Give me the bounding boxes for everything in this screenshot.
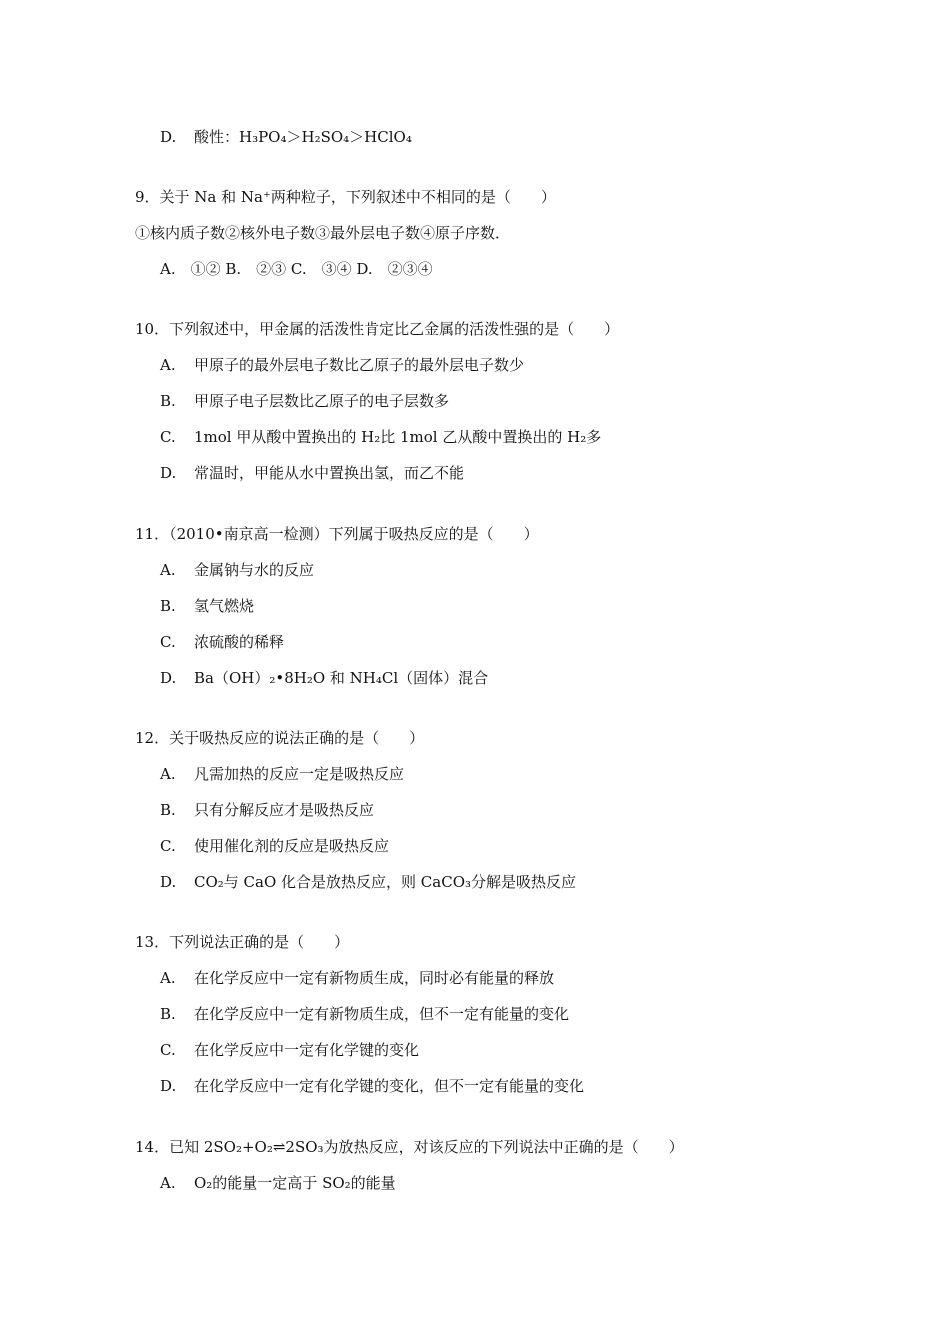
option-letter: D. [160,669,177,687]
q11-option-c [160,632,284,652]
q13-option-c [160,1040,419,1060]
option-letter: C. [160,1041,176,1059]
q12-option-c [160,836,389,856]
q11-option-a [160,560,314,580]
q12-stem: 12．关于吸热反应的说法正确的是（ ） [135,729,425,747]
option-letter: A. [160,561,176,579]
q11-option-d [160,668,488,688]
option-text: 浓硫酸的稀释 [194,633,285,651]
option-letter: C. [160,837,176,855]
option-letter: D. [160,873,177,891]
option-text: Ba（OH）₂•8H₂O 和 NH₄Cl（固体）混合 [194,669,489,687]
q8-option-d [160,127,412,147]
option-letter: C. [160,428,176,446]
option-letter: A. [160,356,176,374]
option-text: O₂的能量一定高于 SO₂的能量 [194,1174,396,1192]
q9-options: A. ①② B. ②③ C. ③④ D. ②③④ [160,260,433,278]
option-letter: A. [160,765,176,783]
option-text: 使用催化剂的反应是吸热反应 [194,837,390,855]
option-text: 常温时，甲能从水中置换出氢，而乙不能 [194,464,465,482]
option-letter: B. [160,392,176,410]
q9-stem: 9．关于 Na 和 Na⁺两种粒子，下列叙述中不相同的是（ ） [135,188,556,206]
q12-option-b [160,800,374,820]
q13-stem: 13．下列说法正确的是（ ） [135,933,350,951]
option-letter: C. [160,633,176,651]
option-text: 在化学反应中一定有化学键的变化，但不一定有能量的变化 [194,1077,585,1095]
option-letter: B. [160,597,176,615]
q13-option-a [160,968,554,988]
q10-option-b [160,391,449,411]
option-letter: B. [160,1005,176,1023]
option-text: 氢气燃烧 [194,597,255,615]
option-text: CO₂与 CaO 化合是放热反应，则 CaCO₃分解是吸热反应 [194,873,577,891]
q10-option-d [160,463,464,483]
q14-stem: 14．已知 2SO₂+O₂⇌2SO₃为放热反应，对该反应的下列说法中正确的是（ ） [135,1138,684,1156]
q9-items: ①核内质子数②核外电子数③最外层电子数④原子序数． [135,224,511,242]
q13-option-d [160,1076,584,1096]
q10-option-c [160,427,601,447]
option-text: 酸性：H₃PO₄＞H₂SO₄＞HClO₄ [194,128,412,146]
option-text: 在化学反应中一定有新物质生成，但不一定有能量的变化 [194,1005,570,1023]
q11-stem: 11．（2010•南京高一检测）下列属于吸热反应的是（ ） [135,525,539,543]
option-letter: B. [160,801,176,819]
option-text: 只有分解反应才是吸热反应 [194,801,375,819]
q11-option-b [160,596,254,616]
option-text: 1mol 甲从酸中置换出的 H₂比 1mol 乙从酸中置换出的 H₂多 [194,428,602,446]
option-letter: D. [160,464,177,482]
option-text: 甲原子的最外层电子数比乙原子的最外层电子数少 [194,356,525,374]
q10-option-a [160,355,524,375]
option-letter: D. [160,1077,177,1095]
q14-option-a [160,1173,396,1193]
option-letter: D. [160,128,177,146]
q13-option-b [160,1004,569,1024]
option-text: 金属钠与水的反应 [194,561,315,579]
q12-option-d [160,872,576,892]
option-letter: A. [160,1174,176,1192]
option-text: 凡需加热的反应一定是吸热反应 [194,765,405,783]
option-letter: A. [160,969,176,987]
q12-option-a [160,764,404,784]
option-text: 在化学反应中一定有新物质生成，同时必有能量的释放 [194,969,555,987]
q10-stem: 10．下列叙述中，甲金属的活泼性肯定比乙金属的活泼性强的是（ ） [135,320,620,338]
option-text: 甲原子电子层数比乙原子的电子层数多 [194,392,450,410]
option-text: 在化学反应中一定有化学键的变化 [194,1041,420,1059]
